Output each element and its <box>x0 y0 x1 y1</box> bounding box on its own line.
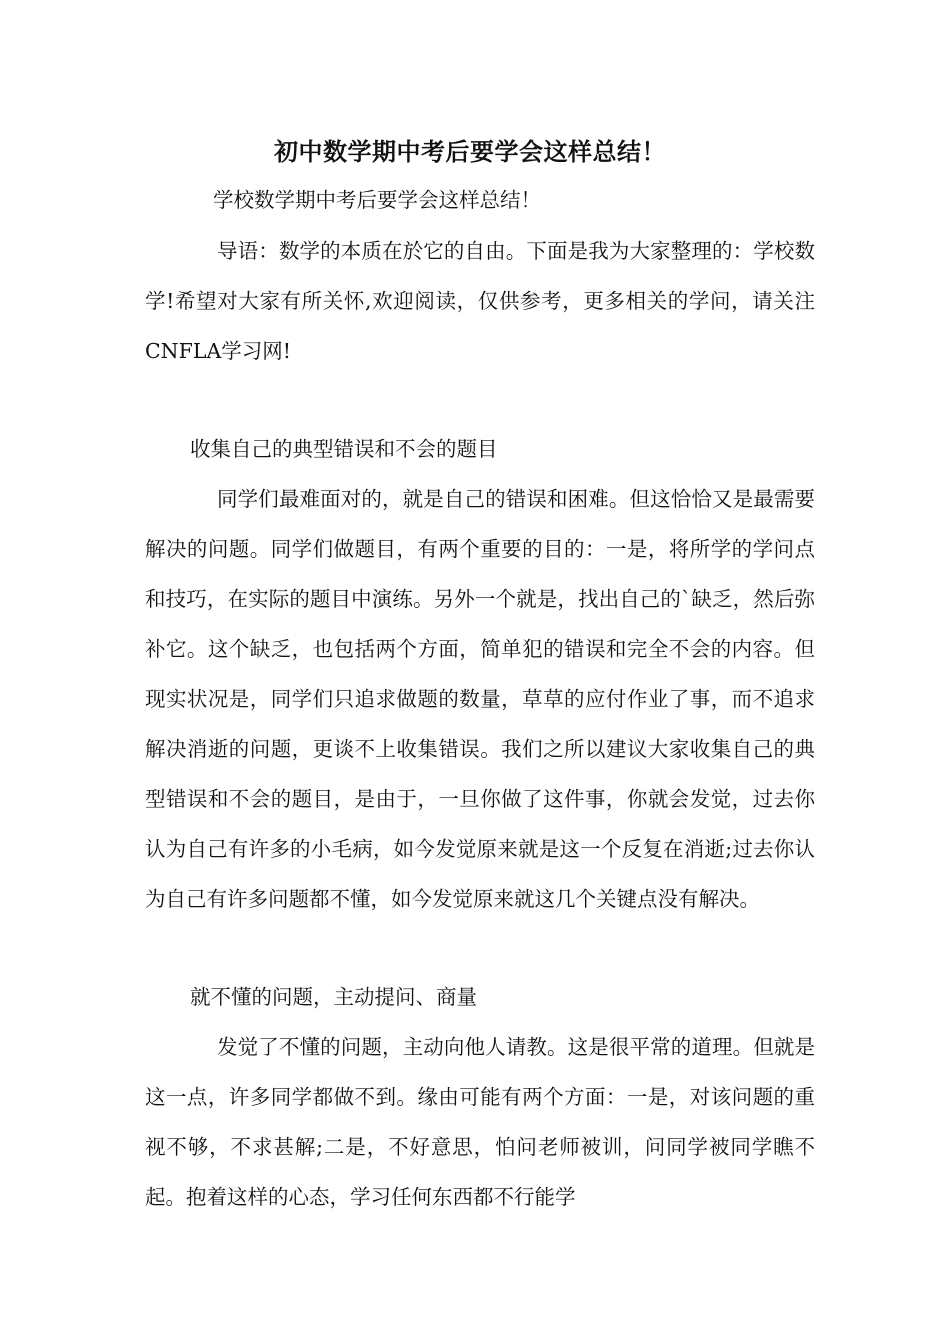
document-title: 初中数学期中考后要学会这样总结！ <box>274 137 666 166</box>
section-paragraph-collect-errors: 同学们最难面对的，就是自己的错误和困难。但这恰恰又是最需要解决的问题。同学们做题目，有两个重要的目的：一是，将所学的学问点和技巧，在实际的题目中演练。另外一个就是，找出自己的`缺乏，然后弥补它。这个缺乏，也包括两个方面，简单犯的错误和完全不会的内容。但现实状况是，同学们只追求做题的数量，草草的应付作业了事，而不追求解决消逝的问题，更谈不上收集错误。我们之所以建议大家收集自己的典型错误和不会的题目，是由于，一旦你做了这件事，你就会发觉，过去你认为自己有许多的小毛病，如今发觉原来就是这一个反复在消逝;过去你认为自己有许多问题都不懂，如今发觉原来就这几个关键点没有解决。 <box>145 487 815 911</box>
section-paragraph-ask-questions: 发觉了不懂的问题，主动向他人请教。这是很平常的道理。但就是这一点，许多同学都做不到。缘由可能有两个方面：一是，对该问题的重视不够，不求甚解;二是，不好意思，怕问老师被训，问同学被同学瞧不起。抱着这样的心态，学习任何东西都不行能学 <box>145 1035 815 1209</box>
intro-paragraph: 导语：数学的本质在於它的自由。下面是我为大家整理的：学校数学!希望对大家有所关怀,欢迎阅读，仅供参考，更多相关的学问，请关注CNFLA学习网! <box>145 239 815 363</box>
section-heading-ask-questions: 就不懂的问题，主动提问、商量 <box>190 985 477 1009</box>
section-heading-collect-errors: 收集自己的典型错误和不会的题目 <box>190 437 498 461</box>
document-subtitle: 学校数学期中考后要学会这样总结！ <box>213 188 541 212</box>
